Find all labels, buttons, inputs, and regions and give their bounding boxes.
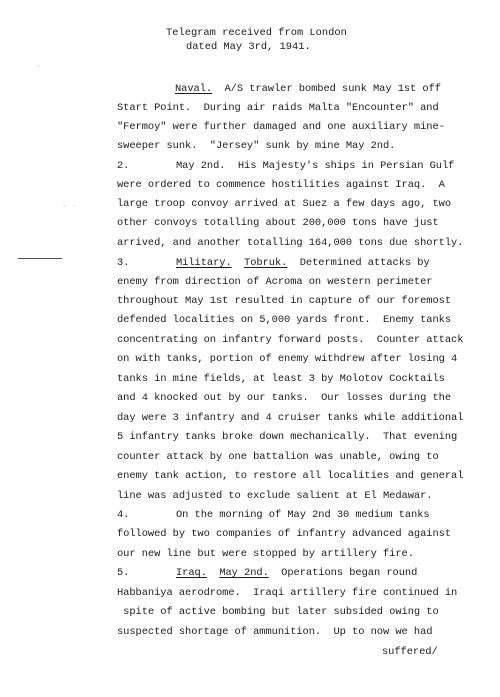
margin-rule xyxy=(18,258,62,259)
p3-line-11: counter attack by one battalion was unable, owing to xyxy=(117,451,439,463)
p2-number: 2. xyxy=(117,160,130,172)
p5-line-1: Iraq. May 2nd. Operations began round xyxy=(176,567,418,579)
p2-line-1: May 2nd. His Majesty's ships in Persian Gulf xyxy=(176,160,455,172)
header-line-2: dated May 3rd, 1941. xyxy=(186,41,311,53)
p5-line-4: suspected shortage of ammunition. Up to now we had xyxy=(117,626,433,638)
p2-line-2: were ordered to commence hostilities against Iraq. A xyxy=(117,179,445,191)
p4-number: 4. xyxy=(117,509,130,521)
p4-line-3: our new line but were stopped by artillery fire. xyxy=(117,548,414,560)
header-line-1: Telegram received from London xyxy=(166,27,347,39)
margin-mark: · xyxy=(36,62,41,71)
p1-heading: Naval. xyxy=(175,83,213,95)
p3-heading-military: Military. xyxy=(176,257,232,269)
p5-line-3: spite of active bombing but later subsided owing to xyxy=(117,606,439,618)
p2-line-3: large troop convoy arrived at Suez a few days ago, two xyxy=(117,198,452,210)
p3-heading-tobruk: Tobruk. xyxy=(244,257,288,269)
p5-line-2: Habbaniya aerodrome. Iraqi artillery fire continued in xyxy=(117,587,458,599)
p2-line-5: arrived, and another totalling 164,000 tons due shortly. xyxy=(117,237,464,249)
p3-line-7: tanks in mine fields, at least 3 by Molotov Cocktails xyxy=(117,373,445,385)
p3-line-10: 5 infantry tanks broke down mechanically. That evening xyxy=(117,431,458,443)
p3-line-6: on with tanks, portion of enemy withdrew after losing 4 xyxy=(117,353,458,365)
p1-line-4: sweeper sunk. "Jersey" sunk by mine May 2nd. xyxy=(117,140,396,152)
p4-line-2: followed by two companies of infantry advanced against xyxy=(117,528,452,540)
p3-line-8: and 4 knocked out by our tanks. Our losses during the xyxy=(117,392,452,404)
p1-line-3: "Fermoy" were further damaged and one auxiliary mine- xyxy=(117,121,445,133)
p5-heading-iraq: Iraq. xyxy=(176,567,207,579)
p3-line-2: enemy from direction of Acroma on western perimeter xyxy=(117,276,433,288)
catchword: suffered/ xyxy=(382,646,438,658)
p3-line-9: day were 3 infantry and 4 cruiser tanks while additional xyxy=(117,412,464,424)
p5-number: 5. xyxy=(117,567,130,579)
p5-heading-date: May 2nd. xyxy=(219,567,269,579)
p3-line-3: throughout May 1st resulted in capture of our foremost xyxy=(117,295,452,307)
p1-line-1: Naval. A/S trawler bombed sunk May 1st off xyxy=(175,83,441,95)
p3-number: 3. xyxy=(117,257,130,269)
margin-mark: - · xyxy=(62,202,77,211)
p3-line-12: enemy tank action, to restore all localities and general xyxy=(117,470,464,482)
p1-line-2: Start Point. During air raids Malta "Encounter" and xyxy=(117,102,439,114)
p4-line-1: On the morning of May 2nd 30 medium tanks xyxy=(176,509,430,521)
p2-line-4: other convoys totalling about 200,000 tons have just xyxy=(117,217,439,229)
p3-line-1: Military. Tobruk. Determined attacks by xyxy=(176,257,430,269)
p3-line-4: defended localities on 5,000 yards front. Enemy tanks xyxy=(117,314,452,326)
p3-line-13: line was adjusted to exclude salient at El Medawar. xyxy=(117,490,433,502)
p3-line-5: concentrating on infantry forward posts. Counter attack xyxy=(117,334,464,346)
